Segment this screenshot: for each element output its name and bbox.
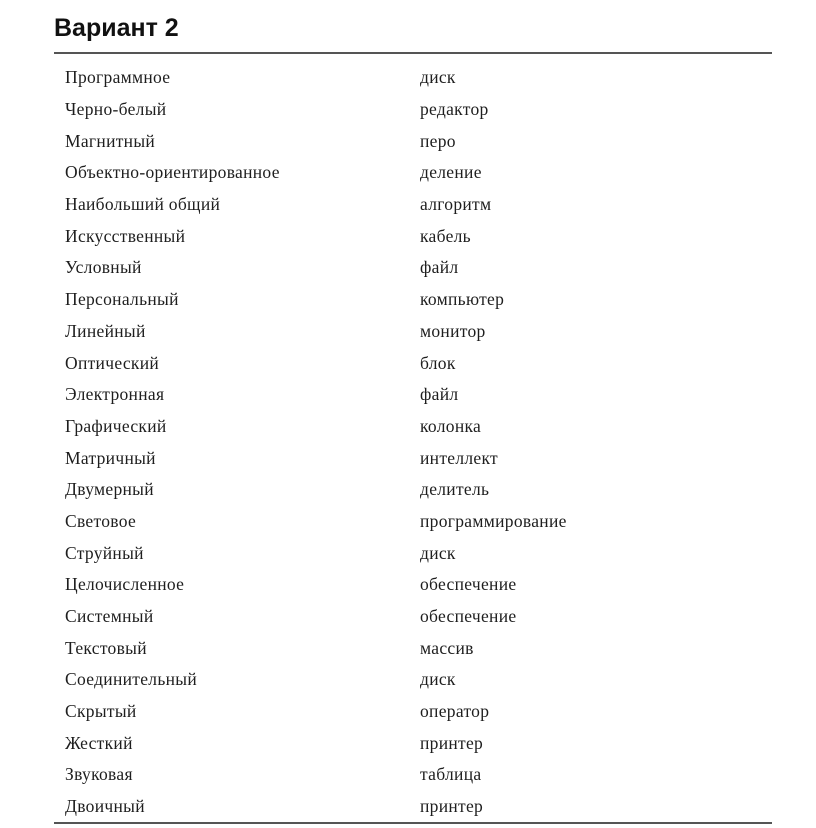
- adjective-cell: Системный: [65, 606, 154, 627]
- noun-cell: монитор: [420, 320, 486, 341]
- table-row: [65, 474, 765, 506]
- adjective-cell: Линейный: [65, 320, 146, 341]
- noun-cell: деление: [420, 162, 482, 183]
- noun-cell: компьютер: [420, 289, 505, 310]
- noun-cell: редактор: [420, 99, 489, 120]
- table-row: [65, 316, 765, 348]
- adjective-cell: Магнитный: [65, 130, 156, 151]
- table-row: [65, 569, 765, 601]
- adjective-cell: Соединительный: [65, 669, 197, 690]
- adjective-cell: Матричный: [65, 447, 156, 468]
- adjective-cell: Черно-белый: [65, 99, 167, 120]
- table-row: [65, 664, 765, 696]
- noun-cell: обеспечение: [420, 574, 517, 595]
- table-row: [65, 727, 765, 759]
- adjective-cell: Наибольший общий: [65, 194, 221, 215]
- table-row: [65, 696, 765, 728]
- top-divider: [54, 52, 772, 54]
- noun-cell: диск: [420, 542, 456, 563]
- table-row: [65, 284, 765, 316]
- adjective-cell: Скрытый: [65, 701, 137, 722]
- adjective-cell: Персональный: [65, 289, 179, 310]
- table-row: [65, 442, 765, 474]
- adjective-cell: Электронная: [65, 384, 165, 405]
- noun-cell: кабель: [420, 225, 471, 246]
- table-row: [65, 759, 765, 791]
- noun-cell: принтер: [420, 796, 484, 817]
- table-row: [65, 94, 765, 126]
- noun-cell: алгоритм: [420, 194, 492, 215]
- table-row: [65, 632, 765, 664]
- adjective-cell: Струйный: [65, 542, 144, 563]
- noun-cell: программирование: [420, 510, 567, 531]
- noun-cell: массив: [420, 637, 474, 658]
- noun-cell: интеллект: [420, 447, 498, 468]
- noun-cell: оператор: [420, 701, 490, 722]
- table-row: [65, 537, 765, 569]
- table-row: [65, 379, 765, 411]
- adjective-cell: Программное: [65, 67, 171, 88]
- table-row: [65, 220, 765, 252]
- bottom-divider: [54, 822, 772, 824]
- table-row: [65, 157, 765, 189]
- adjective-cell: Искусственный: [65, 225, 186, 246]
- adjective-cell: Оптический: [65, 352, 160, 373]
- table-row: [65, 601, 765, 633]
- noun-cell: файл: [420, 384, 459, 405]
- adjective-cell: Целочисленное: [65, 574, 185, 595]
- page-title: Вариант 2: [54, 14, 179, 42]
- adjective-cell: Жесткий: [65, 732, 133, 753]
- noun-cell: колонка: [420, 415, 482, 436]
- table-row: [65, 411, 765, 443]
- adjective-cell: Графический: [65, 415, 167, 436]
- table-row: [65, 506, 765, 538]
- word-table: [65, 62, 765, 823]
- table-row: [65, 791, 765, 823]
- table-row: [65, 62, 765, 94]
- noun-cell: перо: [420, 130, 456, 151]
- adjective-cell: Звуковая: [65, 764, 133, 785]
- noun-cell: таблица: [420, 764, 482, 785]
- adjective-cell: Текстовый: [65, 637, 147, 658]
- noun-cell: принтер: [420, 732, 484, 753]
- adjective-cell: Двумерный: [65, 479, 154, 500]
- noun-cell: файл: [420, 257, 459, 278]
- adjective-cell: Световое: [65, 510, 137, 531]
- noun-cell: делитель: [420, 479, 490, 500]
- adjective-cell: Условный: [65, 257, 142, 278]
- noun-cell: блок: [420, 352, 456, 373]
- adjective-cell: Объектно-ориентированное: [65, 162, 280, 183]
- noun-cell: диск: [420, 67, 456, 88]
- table-row: [65, 189, 765, 221]
- table-row: [65, 125, 765, 157]
- table-row: [65, 252, 765, 284]
- table-row: [65, 347, 765, 379]
- noun-cell: диск: [420, 669, 456, 690]
- adjective-cell: Двоичный: [65, 796, 145, 817]
- noun-cell: обеспечение: [420, 606, 517, 627]
